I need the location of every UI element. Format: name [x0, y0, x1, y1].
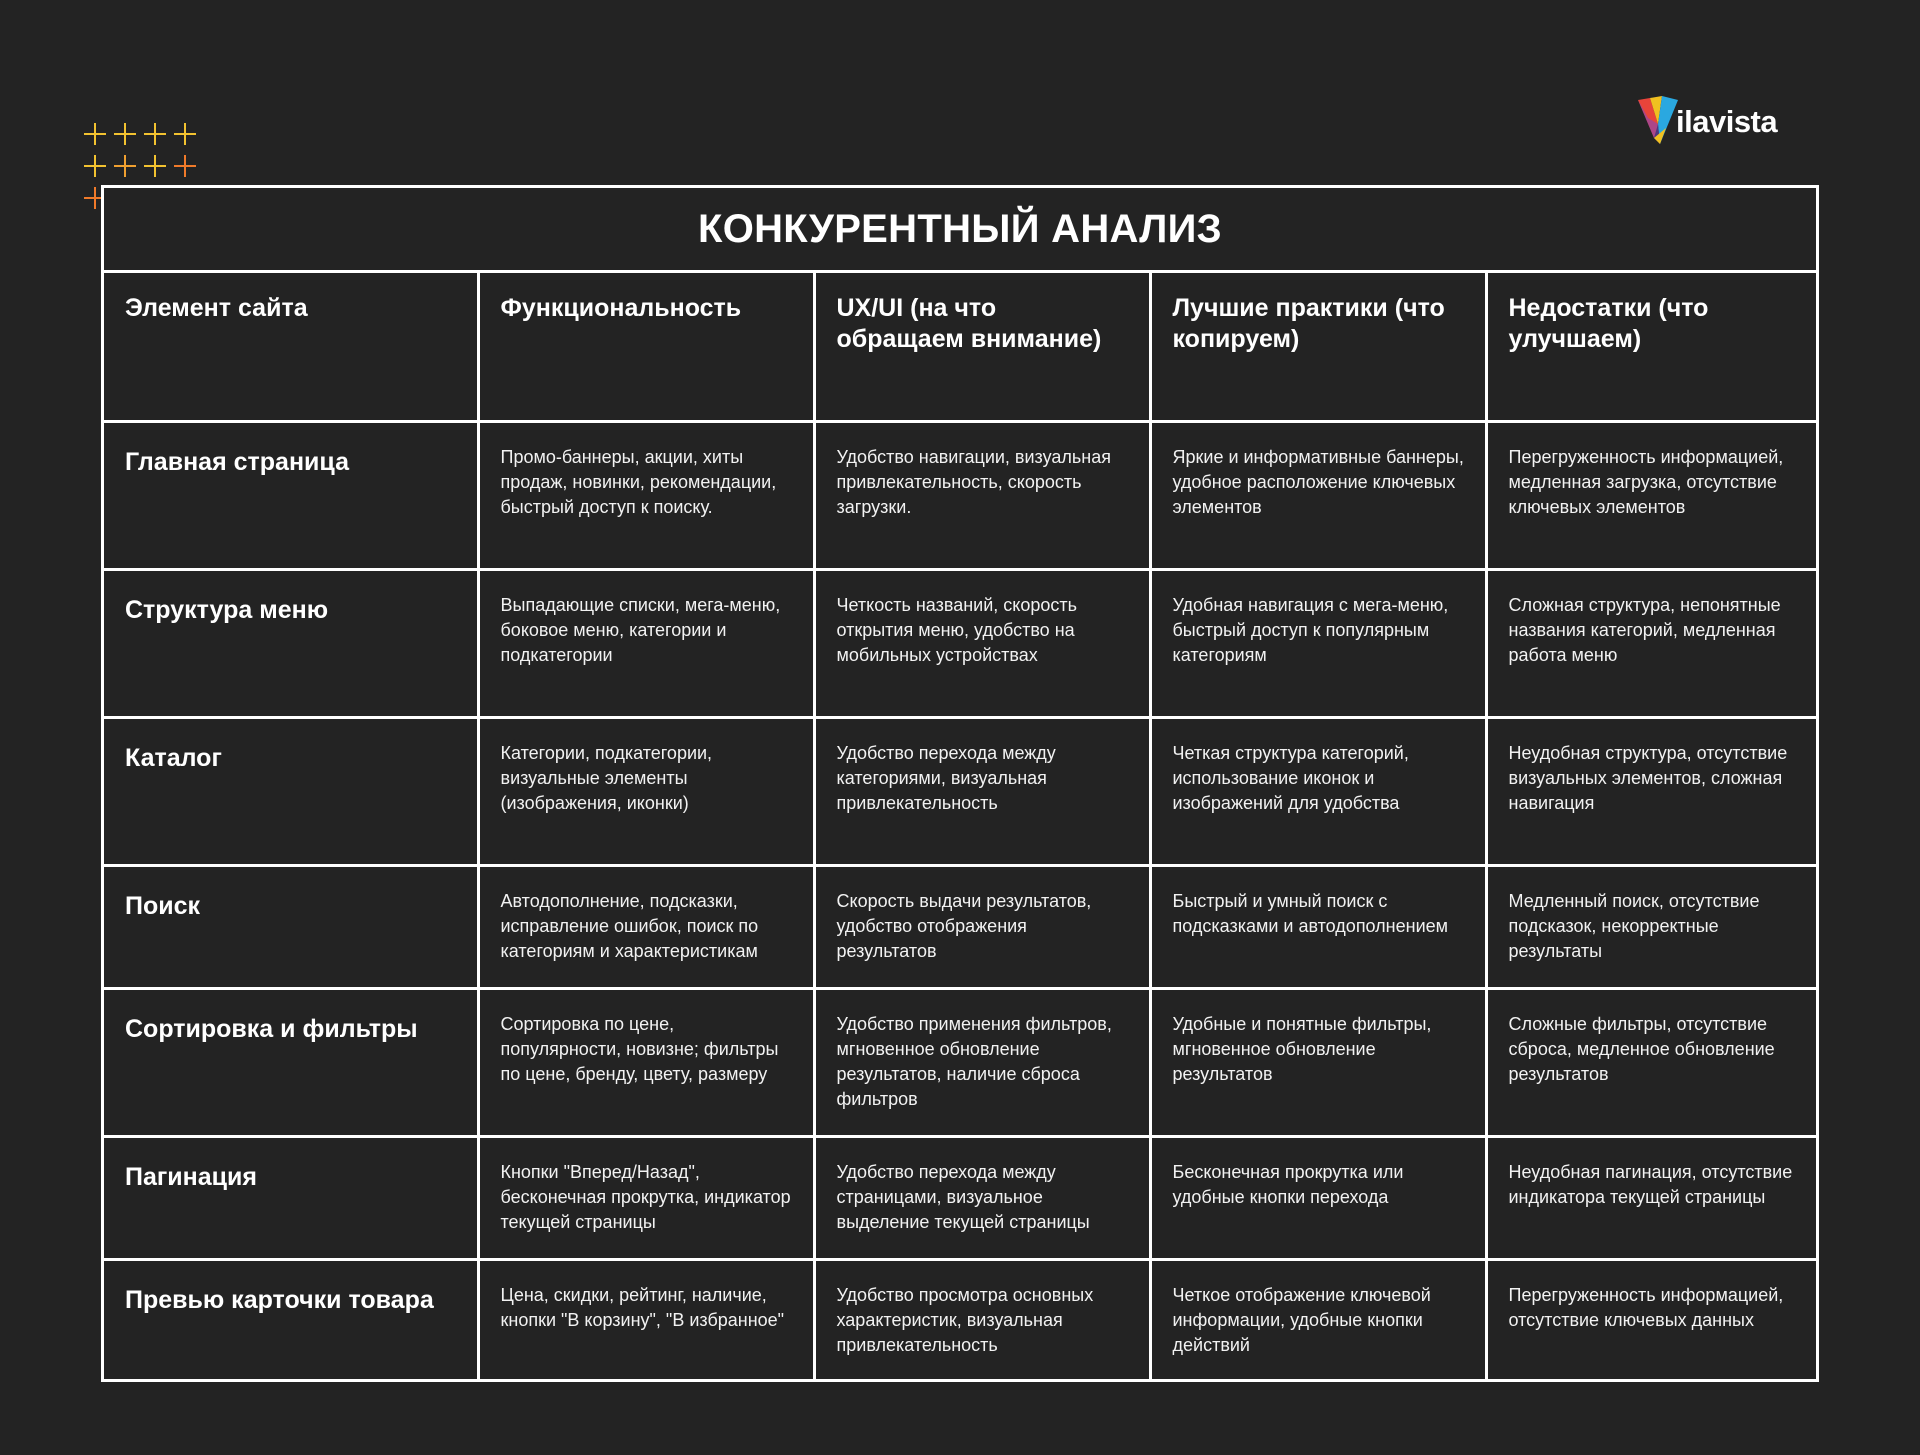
cell-functionality: Промо-баннеры, акции, хиты продаж, новинки, рекомендации, быстрый доступ к поиску.: [478, 421, 814, 569]
table-row: [104, 1259, 1816, 1381]
cell-flaws: Сложная структура, непонятные названия категорий, медленная работа меню: [1486, 569, 1816, 717]
cell-best-practices: Четкая структура категорий, использование иконок и изображений для удобства: [1150, 717, 1486, 865]
logo-text: ilavista: [1676, 104, 1778, 139]
header-uxui: UX/UI (на что обращаем внимание): [814, 273, 1150, 421]
table-row: [104, 421, 1816, 569]
cell-flaws: Неудобная пагинация, отсутствие индикатора текущей страницы: [1486, 1136, 1816, 1259]
cell-flaws: Медленный поиск, отсутствие подсказок, некорректные результаты: [1486, 865, 1816, 988]
table-row: [104, 1136, 1816, 1259]
table-row: [104, 569, 1816, 717]
cell-uxui: Удобство просмотра основных характеристик, визуальная привлекательность: [814, 1259, 1150, 1381]
cell-best-practices: Четкое отображение ключевой информации, удобные кнопки действий: [1150, 1259, 1486, 1381]
cross-icon: [168, 118, 198, 150]
competitive-analysis-table: [101, 185, 1819, 1382]
table-row: [104, 717, 1816, 865]
cell-uxui: Скорость выдачи результатов, удобство отображения результатов: [814, 865, 1150, 988]
table-row: [104, 988, 1816, 1136]
cell-uxui: Удобство перехода между страницами, визуальное выделение текущей страницы: [814, 1136, 1150, 1259]
table-row: [104, 865, 1816, 988]
cross-icon: [138, 118, 168, 150]
cross-icon: [108, 118, 138, 150]
cell-best-practices: Яркие и информативные баннеры, удобное расположение ключевых элементов: [1150, 421, 1486, 569]
cell-best-practices: Бесконечная прокрутка или удобные кнопки перехода: [1150, 1136, 1486, 1259]
row-element: Структура меню: [104, 569, 478, 717]
cell-functionality: Выпадающие списки, мега-меню, боковое меню, категории и подкатегории: [478, 569, 814, 717]
cross-icon: [138, 150, 168, 182]
cross-icon: [78, 150, 108, 182]
cell-flaws: Перегруженность информацией, отсутствие ключевых данных: [1486, 1259, 1816, 1381]
cross-icon: [78, 118, 108, 150]
cell-best-practices: Удобные и понятные фильтры, мгновенное обновление результатов: [1150, 988, 1486, 1136]
cell-functionality: Кнопки "Вперед/Назад", бесконечная прокрутка, индикатор текущей страницы: [478, 1136, 814, 1259]
header-element: Элемент сайта: [104, 273, 478, 421]
cell-uxui: Удобство применения фильтров, мгновенное обновление результатов, наличие сброса фильтров: [814, 988, 1150, 1136]
header-best-practices: Лучшие практики (что копируем): [1150, 273, 1486, 421]
header-functionality: Функциональность: [478, 273, 814, 421]
row-element: Поиск: [104, 865, 478, 988]
cell-flaws: Неудобная структура, отсутствие визуальных элементов, сложная навигация: [1486, 717, 1816, 865]
table-title-bar: [104, 188, 1816, 273]
table-title: КОНКУРЕНТНЫЙ АНАЛИЗ: [697, 206, 1223, 251]
row-element: Пагинация: [104, 1136, 478, 1259]
cell-uxui: Удобство перехода между категориями, визуальная привлекательность: [814, 717, 1150, 865]
cell-flaws: Сложные фильтры, отсутствие сброса, медленное обновление результатов: [1486, 988, 1816, 1136]
cell-functionality: Цена, скидки, рейтинг, наличие, кнопки "В корзину", "В избранное": [478, 1259, 814, 1381]
cell-uxui: Удобство навигации, визуальная привлекательность, скорость загрузки.: [814, 421, 1150, 569]
analysis-grid: [104, 273, 1816, 1381]
header-flaws: Недостатки (что улучшаем): [1486, 273, 1816, 421]
row-element: Каталог: [104, 717, 478, 865]
row-element: Сортировка и фильтры: [104, 988, 478, 1136]
cell-flaws: Перегруженность информацией, медленная загрузка, отсутствие ключевых элементов: [1486, 421, 1816, 569]
cell-best-practices: Удобная навигация с мега-меню, быстрый доступ к популярным категориям: [1150, 569, 1486, 717]
cell-functionality: Категории, подкатегории, визуальные элементы (изображения, иконки): [478, 717, 814, 865]
cell-functionality: Сортировка по цене, популярности, новизне; фильтры по цене, бренду, цвету, размеру: [478, 988, 814, 1136]
cross-icon: [108, 150, 138, 182]
cell-best-practices: Быстрый и умный поиск с подсказками и автодополнением: [1150, 865, 1486, 988]
cell-uxui: Четкость названий, скорость открытия меню, удобство на мобильных устройствах: [814, 569, 1150, 717]
row-element: Главная страница: [104, 421, 478, 569]
header-row: [104, 273, 1816, 421]
row-element: Превью карточки товара: [104, 1259, 478, 1381]
logo-v-icon: [1636, 94, 1680, 148]
cell-functionality: Автодополнение, подсказки, исправление ошибок, поиск по категориям и характеристикам: [478, 865, 814, 988]
cross-icon: [168, 150, 198, 182]
brand-logo: [1636, 94, 1777, 148]
